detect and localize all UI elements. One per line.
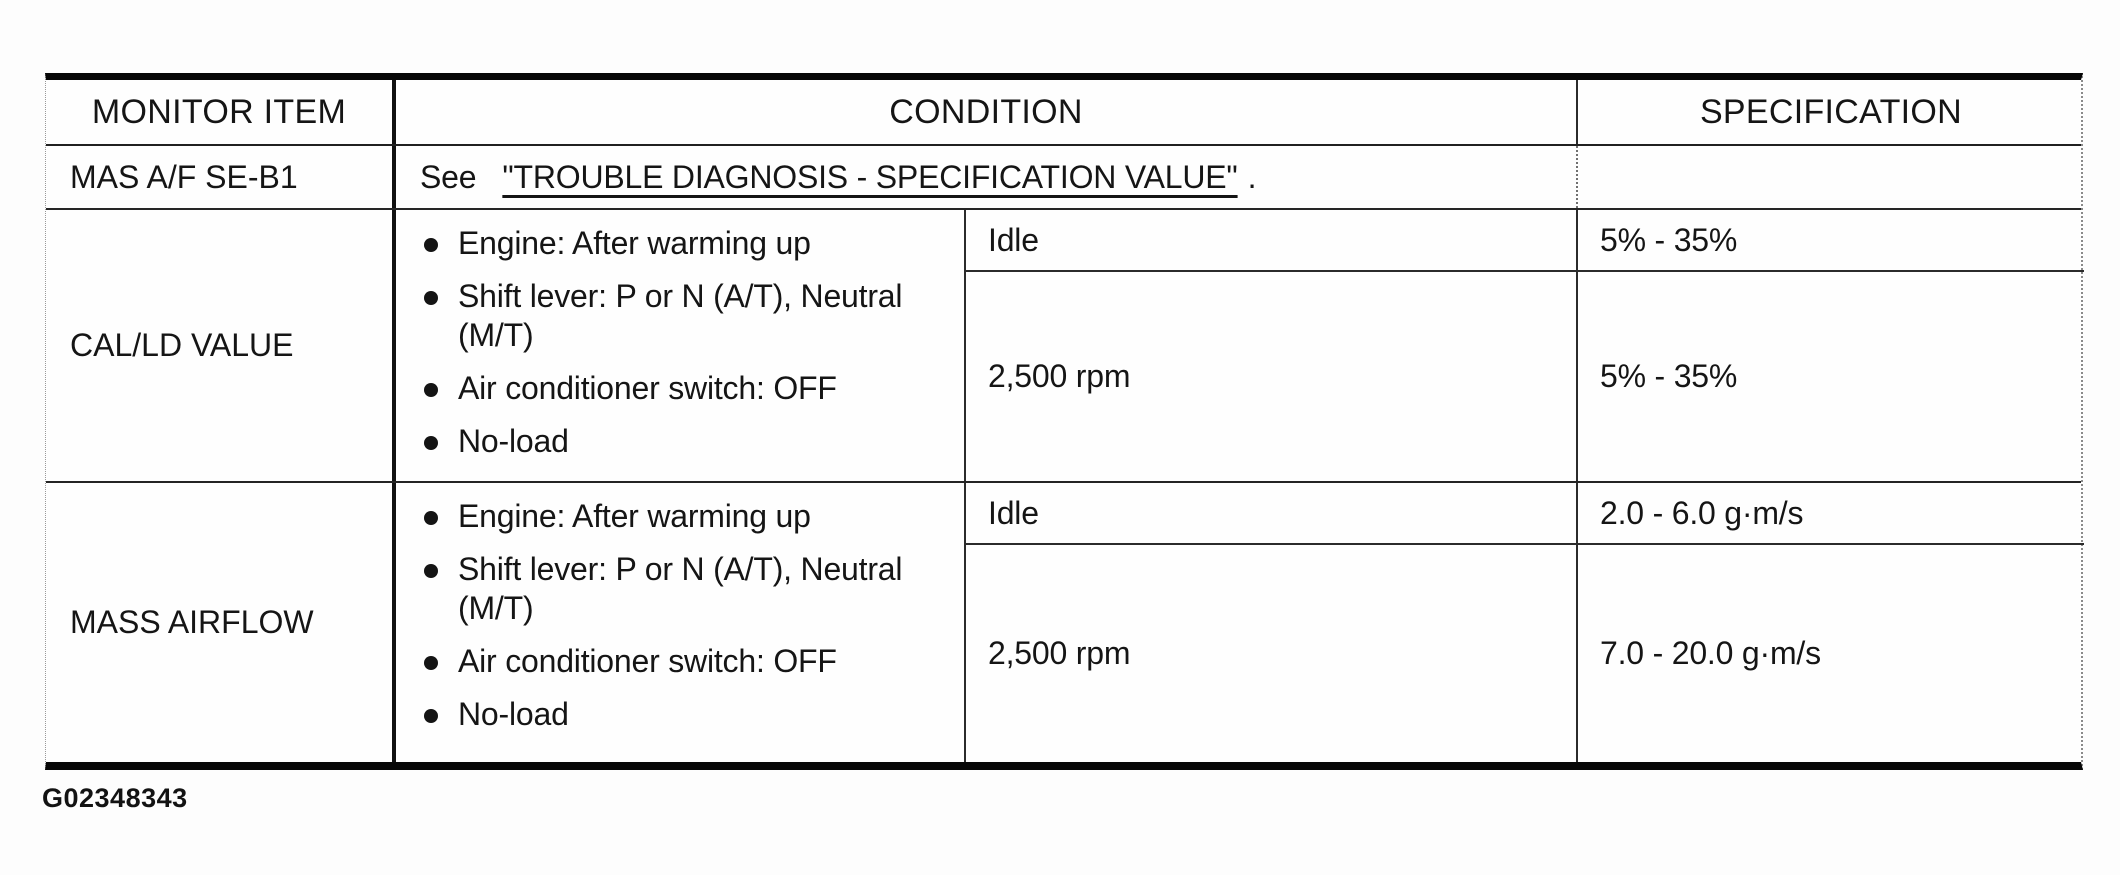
- monitor-item-label: MAS A/F SE-B1: [46, 146, 396, 208]
- condition-text: No-load: [458, 696, 569, 732]
- bullet-icon: [424, 238, 438, 252]
- condition-item: [422, 550, 956, 628]
- table-row-cal-ld: [46, 210, 2081, 483]
- see-suffix-text: .: [1247, 158, 1257, 195]
- sub-condition: Idle: [966, 210, 1578, 270]
- sub-rows: [966, 210, 2084, 481]
- trouble-diagnosis-link[interactable]: "TROUBLE DIAGNOSIS - SPECIFICATION VALUE": [502, 158, 1238, 195]
- bullet-icon: [424, 383, 438, 397]
- sub-row-idle: [966, 210, 2084, 272]
- condition-item: [422, 497, 956, 536]
- specification-value: 2.0 - 6.0 g·m/s: [1600, 494, 1804, 531]
- header-monitor-item: MONITOR ITEM: [46, 80, 396, 144]
- sub-condition: 2,500 rpm: [966, 545, 1578, 762]
- specification-table: [45, 73, 2083, 770]
- bullet-icon: [424, 291, 438, 305]
- specification-value: 5% - 35%: [1600, 221, 1738, 258]
- sub-row-rpm: [966, 545, 2084, 762]
- figure-id-caption: G02348343: [42, 783, 188, 813]
- condition-item: [422, 422, 956, 461]
- header-specification: SPECIFICATION: [1699, 92, 1963, 131]
- table-row-mass-airflow: [46, 483, 2081, 762]
- condition-item: [422, 277, 956, 355]
- see-reference-cell: [396, 146, 1578, 208]
- sub-row-idle: [966, 483, 2084, 545]
- sub-condition: 2,500 rpm: [966, 272, 1578, 481]
- monitor-item-label: CAL/LD VALUE: [46, 210, 396, 481]
- monitor-item-label: MASS AIRFLOW: [46, 483, 396, 762]
- condition-item: [422, 224, 956, 263]
- bullet-icon: [424, 656, 438, 670]
- specification-value: 7.0 - 20.0 g·m/s: [1600, 635, 1821, 671]
- condition-bullet-list: [396, 483, 966, 762]
- condition-text: Air conditioner switch: OFF: [458, 643, 837, 679]
- condition-text: Engine: After warming up: [458, 225, 811, 261]
- condition-item: [422, 369, 956, 408]
- table-header-row: [46, 80, 2081, 146]
- bullet-icon: [424, 564, 438, 578]
- bullet-icon: [424, 709, 438, 723]
- condition-text: Engine: After warming up: [458, 498, 811, 534]
- condition-item: [422, 642, 956, 681]
- sub-rows: [966, 483, 2084, 762]
- bullet-icon: [424, 511, 438, 525]
- empty-spec-cell: [1578, 146, 2084, 208]
- sub-row-rpm: [966, 272, 2084, 481]
- see-prefix-text: See: [420, 158, 477, 195]
- header-condition: CONDITION: [396, 80, 1578, 144]
- sub-condition: Idle: [966, 483, 1578, 543]
- table-row-mas-af: [46, 146, 2081, 210]
- condition-text: Shift lever: P or N (A/T), Neutral (M/T): [458, 278, 903, 353]
- condition-item: [422, 695, 956, 734]
- condition-text: Air conditioner switch: OFF: [458, 370, 837, 406]
- condition-bullet-list: [396, 210, 966, 481]
- condition-text: No-load: [458, 423, 569, 459]
- bullet-icon: [424, 436, 438, 450]
- specification-value: 5% - 35%: [1600, 358, 1738, 394]
- condition-text: Shift lever: P or N (A/T), Neutral (M/T): [458, 551, 903, 626]
